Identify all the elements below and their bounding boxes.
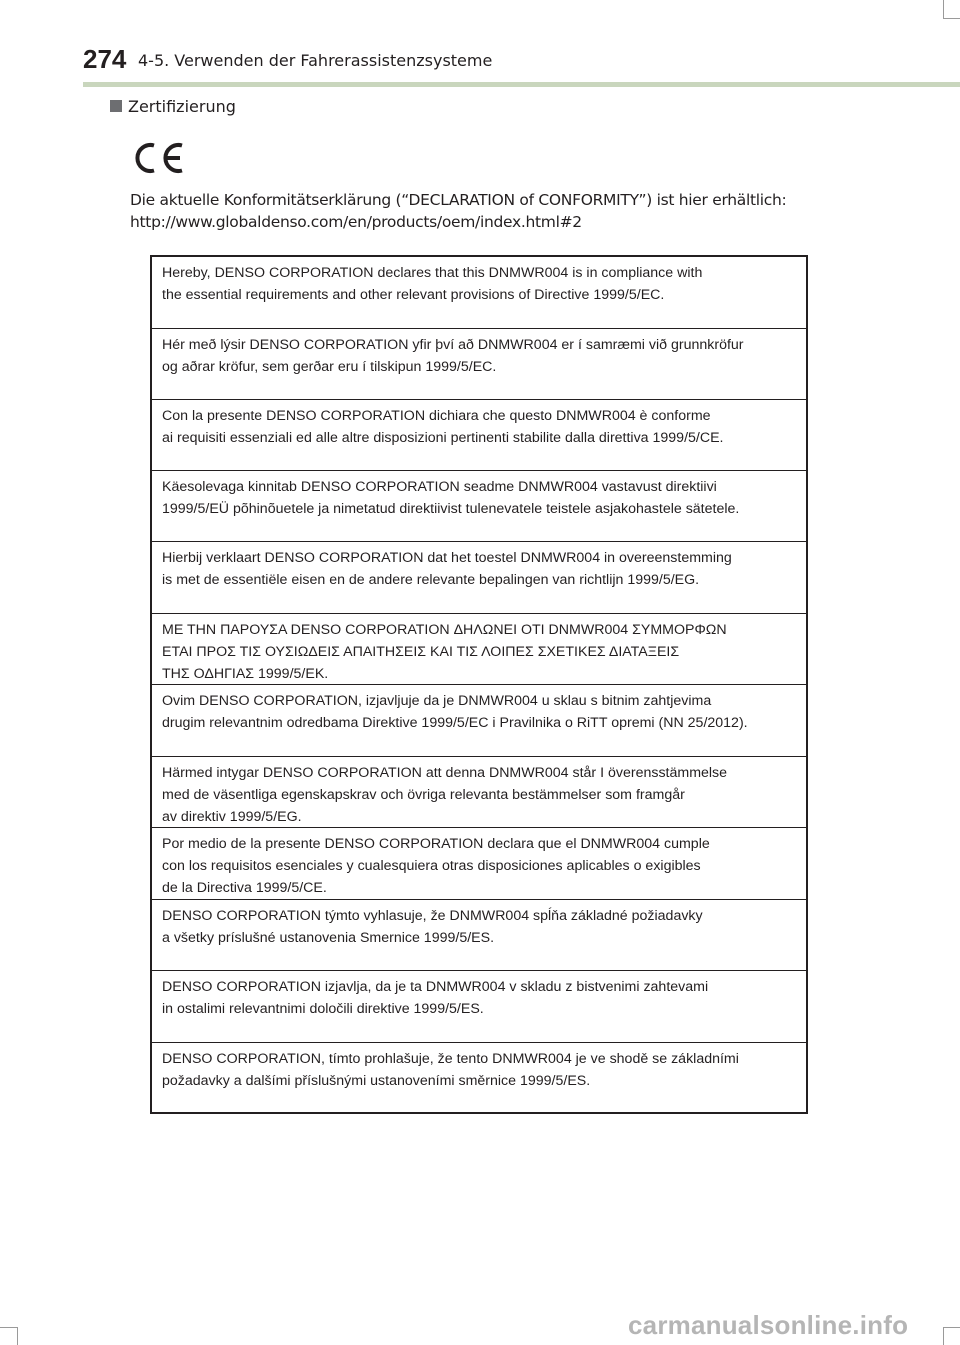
declaration-line: de la Directiva 1999/5/CE. <box>162 880 327 896</box>
declaration-line: Hér með lýsir DENSO CORPORATION yfir því að DNMWR004 er í samræmi við grunnkröfur <box>162 337 744 353</box>
intro-text: Die aktuelle Konformitätserklärung (“DECLARATION of CONFORMITY”) ist hier erhältlich: <box>130 191 787 209</box>
declaration-row <box>152 828 806 900</box>
declaration-line: drugim relevantnim odredbama Direktive 1999/5/EC i Pravilnika o RiTT opremi (NN 25/2012). <box>162 715 748 731</box>
crop-mark <box>943 0 944 18</box>
declaration-line: požadavky a dalšími příslušnými ustanoveními směrnice 1999/5/ES. <box>162 1073 591 1089</box>
ce-mark-icon <box>130 141 186 175</box>
declaration-row <box>152 900 806 971</box>
declaration-line: Por medio de la presente DENSO CORPORATION declara que el DNMWR004 cumple <box>162 836 710 852</box>
declaration-row <box>152 614 806 685</box>
header-rule <box>83 82 960 87</box>
crop-mark <box>17 1327 18 1345</box>
declaration-row <box>152 971 806 1043</box>
section-heading <box>110 97 236 116</box>
declaration-line: con los requisitos esenciales y cualesquiera otras disposiciones aplicables o exigibles <box>162 858 701 874</box>
declaration-line: Härmed intygar DENSO CORPORATION att denna DNMWR004 står I överensstämmelse <box>162 765 728 781</box>
declaration-row <box>152 685 806 757</box>
declaration-line: is met de essentiële eisen en de andere relevante bepalingen van richtlijn 1999/5/EG. <box>162 572 700 588</box>
conformity-intro <box>130 189 850 233</box>
declaration-line: ai requisiti essenziali ed alle altre disposizioni pertinenti stabilite dalla direttiva 1999/5/CE. <box>162 430 724 446</box>
declaration-line: ΜΕ ΤΗΝ ΠΑΡΟΥΣΑ DENSO CORPORATION ΔΗΛΩΝΕΙ ΟΤΙ DNMWR004 ΣΥΜΜΟΡΦΩΝ <box>162 622 727 638</box>
declaration-line: in ostalimi relevantnimi določili direktive 1999/5/ES. <box>162 1001 484 1017</box>
declaration-row <box>152 400 806 471</box>
conformity-url: http://www.globaldenso.com/en/products/oem/index.html#2 <box>130 213 582 231</box>
chapter-title: 4-5. Verwenden der Fahrerassistenzsysteme <box>138 51 493 70</box>
declaration-line: ΕΤΑΙ ΠΡΟΣ ΤΙΣ ΟΥΣΙΩΔΕΙΣ ΑΠΑΙΤΗΣΕΙΣ ΚΑΙ ΤΙΣ ΛΟΙΠΕΣ ΣΧΕΤΙΚΕΣ ΔΙΑΤΑΞΕΙΣ <box>162 644 680 660</box>
declaration-line: av direktiv 1999/5/EG. <box>162 809 302 825</box>
square-bullet-icon <box>110 100 122 112</box>
declaration-row <box>152 257 806 329</box>
crop-mark <box>943 1327 960 1328</box>
declaration-line: Hierbij verklaart DENSO CORPORATION dat het toestel DNMWR004 in overeenstemming <box>162 550 732 566</box>
crop-mark <box>943 18 960 19</box>
declaration-row <box>152 329 806 400</box>
declarations-table <box>150 255 808 1114</box>
declaration-line: 1999/5/EÜ põhinõuetele ja nimetatud direktiivist tulenevatele teistele asjakohastele sätetele. <box>162 501 740 517</box>
declaration-line: Käesolevaga kinnitab DENSO CORPORATION seadme DNMWR004 vastavust direktiivi <box>162 479 717 495</box>
declaration-line: DENSO CORPORATION izjavlja, da je ta DNMWR004 v skladu z bistvenimi zahtevami <box>162 979 709 995</box>
declaration-row <box>152 1043 806 1112</box>
declaration-line: a všetky príslušné ustanovenia Smernice 1999/5/ES. <box>162 930 495 946</box>
crop-mark <box>0 1327 17 1328</box>
declaration-row <box>152 757 806 828</box>
declaration-line: Ovim DENSO CORPORATION, izjavljuje da je DNMWR004 u sklau s bitnim zahtjevima <box>162 693 712 709</box>
declaration-line: DENSO CORPORATION, tímto prohlašuje, že tento DNMWR004 je ve shodě se základními <box>162 1051 739 1067</box>
declaration-line: DENSO CORPORATION týmto vyhlasuje, že DNMWR004 spĺňa základné požiadavky <box>162 908 703 924</box>
section-title: Zertifizierung <box>128 97 236 116</box>
declaration-row <box>152 471 806 542</box>
declaration-line: Hereby, DENSO CORPORATION declares that this DNMWR004 is in compliance with <box>162 265 703 281</box>
declaration-row <box>152 542 806 614</box>
crop-mark <box>943 1327 944 1345</box>
declaration-line: og aðrar kröfur, sem gerðar eru í tilskipun 1999/5/EC. <box>162 359 497 375</box>
declaration-line: the essential requirements and other relevant provisions of Directive 1999/5/EC. <box>162 287 665 303</box>
page-header <box>83 40 960 80</box>
declaration-line: Con la presente DENSO CORPORATION dichiara che questo DNMWR004 è conforme <box>162 408 711 424</box>
declaration-line: ΤΗΣ ΟΔΗΓΙΑΣ 1999/5/ΕΚ. <box>162 666 329 682</box>
declaration-line: med de väsentliga egenskapskrav och övriga relevanta bestämmelser som framgår <box>162 787 685 803</box>
page-number: 274 <box>83 44 127 74</box>
watermark: carmanualsonline.info <box>628 1310 909 1340</box>
